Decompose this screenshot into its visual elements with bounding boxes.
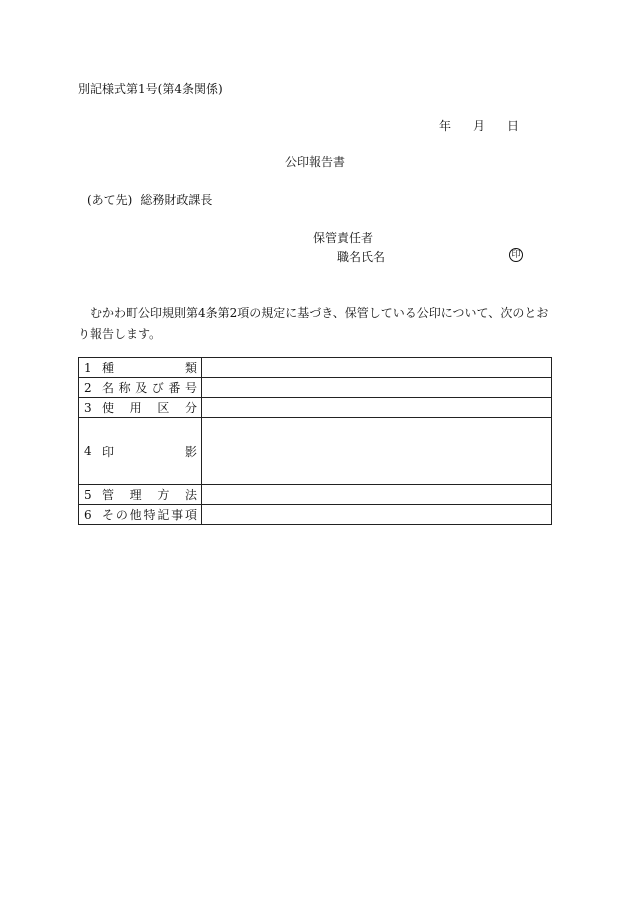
- row-label-char: 事: [171, 508, 184, 522]
- date-month: 月: [473, 119, 486, 133]
- row-number: 3: [84, 400, 92, 415]
- table-row: [79, 485, 552, 505]
- row-label-char: 他: [129, 508, 142, 522]
- row-label-char: 印: [102, 444, 115, 459]
- row-label-char: 記: [157, 508, 170, 522]
- row-label-cell: [79, 418, 202, 485]
- row-label-char: 区: [157, 401, 170, 415]
- row-label-cell: [79, 398, 202, 418]
- row-number: 5: [84, 487, 92, 502]
- row-label: [102, 486, 201, 503]
- row-label-cell: [79, 378, 202, 398]
- position-name-label: 職名氏名: [337, 250, 386, 264]
- row-label-char: 使: [102, 401, 115, 415]
- date-year: 年: [439, 119, 452, 133]
- row-label: [102, 399, 201, 416]
- table-row: [79, 378, 552, 398]
- row-number: 4: [84, 444, 92, 458]
- row-label-char: 方: [157, 488, 170, 502]
- table-row: [79, 418, 552, 485]
- row-label-char: 及: [135, 381, 148, 395]
- row-label-char: 理: [129, 488, 142, 502]
- row-label-cell: [79, 505, 202, 525]
- row-label-char: 名: [102, 381, 115, 395]
- row-label: [102, 443, 201, 460]
- row-label-cell: [79, 485, 202, 505]
- report-table: [78, 357, 552, 525]
- row-label-char: 分: [184, 401, 197, 415]
- row-label: [102, 379, 201, 396]
- table-row: [79, 505, 552, 525]
- row-label-char: 項: [184, 508, 197, 522]
- row-label-char: 類: [184, 361, 197, 375]
- row-label-char: 種: [102, 361, 115, 375]
- row-label-char: 称: [118, 381, 131, 395]
- row-value-cell[interactable]: [202, 485, 552, 505]
- row-value-cell[interactable]: [202, 418, 552, 485]
- addressee: [87, 194, 212, 206]
- row-label-char: 番: [168, 381, 181, 395]
- row-label-char: び: [151, 381, 164, 395]
- seal-mark: 印: [509, 248, 523, 262]
- date-day: 日: [507, 119, 520, 133]
- row-value-cell[interactable]: [202, 358, 552, 378]
- date-line: [439, 120, 519, 132]
- row-number: 1: [84, 360, 92, 375]
- row-value-cell[interactable]: [202, 398, 552, 418]
- row-number: 6: [84, 507, 92, 522]
- row-number: 2: [84, 380, 92, 395]
- addressee-prefix: (あて先): [87, 193, 133, 207]
- body-text: むかわ町公印規則第4条第2項の規定に基づき、保管している公印について、次のとおり報告します。: [78, 306, 549, 341]
- row-label-char: そ: [102, 508, 115, 522]
- form-label: 別記様式第1号(第4条関係): [78, 82, 223, 96]
- row-label-char: 特: [143, 508, 156, 522]
- row-label-char: 法: [184, 488, 197, 502]
- row-label: [102, 359, 201, 376]
- document-title: 公印報告書: [284, 155, 345, 169]
- table-row: [79, 358, 552, 378]
- row-label-cell: [79, 358, 202, 378]
- row-value-cell[interactable]: [202, 378, 552, 398]
- row-label-char: 用: [129, 401, 142, 415]
- row-label-char: 影: [184, 444, 197, 459]
- addressee-name: 総務財政課長: [140, 193, 213, 207]
- row-label-char: の: [115, 508, 128, 522]
- row-label: [102, 506, 201, 523]
- table-row: [79, 398, 552, 418]
- row-label-char: 号: [184, 381, 197, 395]
- row-label-char: 管: [102, 488, 115, 502]
- custodian-label: 保管責任者: [313, 231, 374, 245]
- row-value-cell[interactable]: [202, 505, 552, 525]
